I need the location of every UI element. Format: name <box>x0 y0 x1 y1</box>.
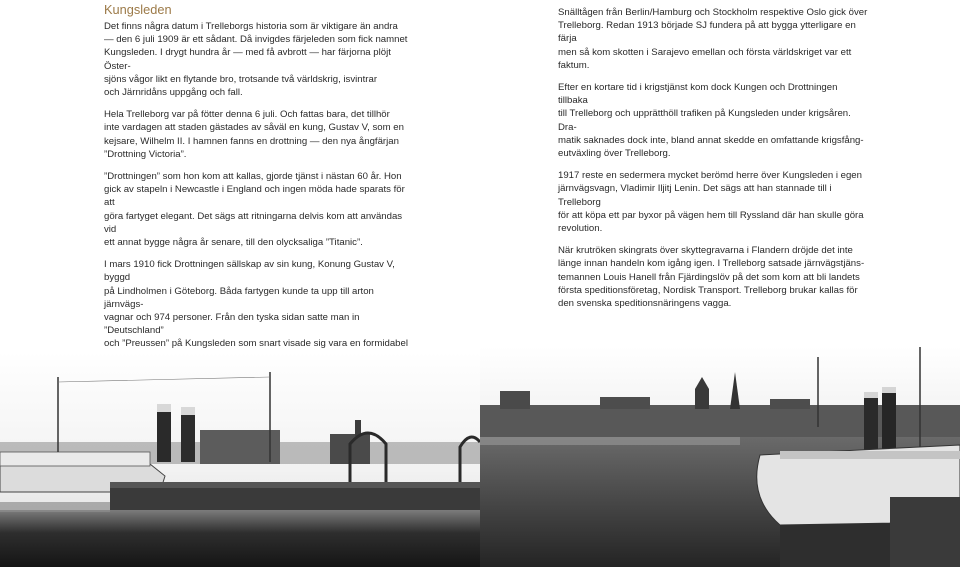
paragraph: Det finns några datum i Trelleborgs historia som är viktigare än andra — den 6 juli 1909 är ett sådant. Då invigdes färjeleden som fick namnet Kungsleden. I drygt hundra år — med få avbrott — har färjorna plöjt Öster- sjöns vågor likt en flytande bro, trotsande två världskrig, isvintrar och Järnridåns uppgång och fall. <box>104 21 408 99</box>
paragraph: ”Drottningen” som hon kom att kallas, gjorde tjänst i nästan 60 år. Hon gick av stapeln i Newcastle i England och ingen möda hade sparats för att göra fartyget elegant. Det sägs att ritningarna delvis kom att användas vid ett annat bygge några år senare, till den olycksaliga ”Titanic”. <box>104 171 405 249</box>
paragraph: I mars 1910 fick Drottningen sällskap av sin kung, Konung Gustav V, byggd på Lindholmen i Göteborg. Båda fartygen kunde ta upp till arton järnvägs- vagnar och 974 personer. Från den tyska sidan satte man in ”Deutschland” och ”Preussen” på Kungsleden som snart visade sig vara en formidabel <box>104 259 408 350</box>
paragraph: 1917 reste en sedermera mycket berömd herre över Kungsleden i egen järnvägsvagn, Vladimir Iljitj Lenin. Det sägs att han stannade till i Trelleborg för att köpa ett par byxor på vägen hem till Ryssland där han skulle göra revolution. <box>558 170 864 235</box>
paragraph: Efter en kortare tid i krigstjänst kom dock Kungen och Drottningen tillbaka till Trelleborg och upprätthöll trafiken på Kungsleden under krigsåren. Dra- matik saknades dock inte, bland annat skedde en omfattande krigsfång- eutväxling över Trelleborg. <box>558 82 864 160</box>
page-heading: Kungsleden <box>104 2 172 17</box>
ferry-harbor-image <box>0 352 480 567</box>
harbor-ships-image <box>480 347 960 567</box>
paragraph: Snälltågen från Berlin/Hamburg och Stockholm respektive Oslo gick över Trelleborg. Redan 1913 började SJ fundera på att bygga ytterligare en färja men så kom skotten i Sarajevo emellan och första världskriget var ett faktum. <box>558 7 868 71</box>
paragraph: När krutröken skingrats över skyttegravarna i Flandern dröjde det inte länge innan handeln kom igång igen. I Trelleborg satsade järnvägstjäns- temannen Louis Hanell från Fjärdingslöv på det som kom att bli landets första speditionsföretag, Nordisk Transport. Trelleborg brukar kallas för den svenska speditionsnäringens vagga. <box>558 245 865 310</box>
harbor-photo-right <box>480 347 960 567</box>
paragraph: Hela Trelleborg var på fötter denna 6 juli. Och fattas bara, det tillhör inte vardagen att staden gästades av såväl en kung, Gustav V, som en kejsare, Wilhelm II. I hamnen fanns en drottning — den nya ångfärjan ”Drottning Victoria”. <box>104 109 404 160</box>
left-text-column <box>104 2 410 399</box>
right-page <box>480 0 960 567</box>
right-text-column <box>558 6 868 319</box>
harbor-photo-left <box>0 352 480 567</box>
